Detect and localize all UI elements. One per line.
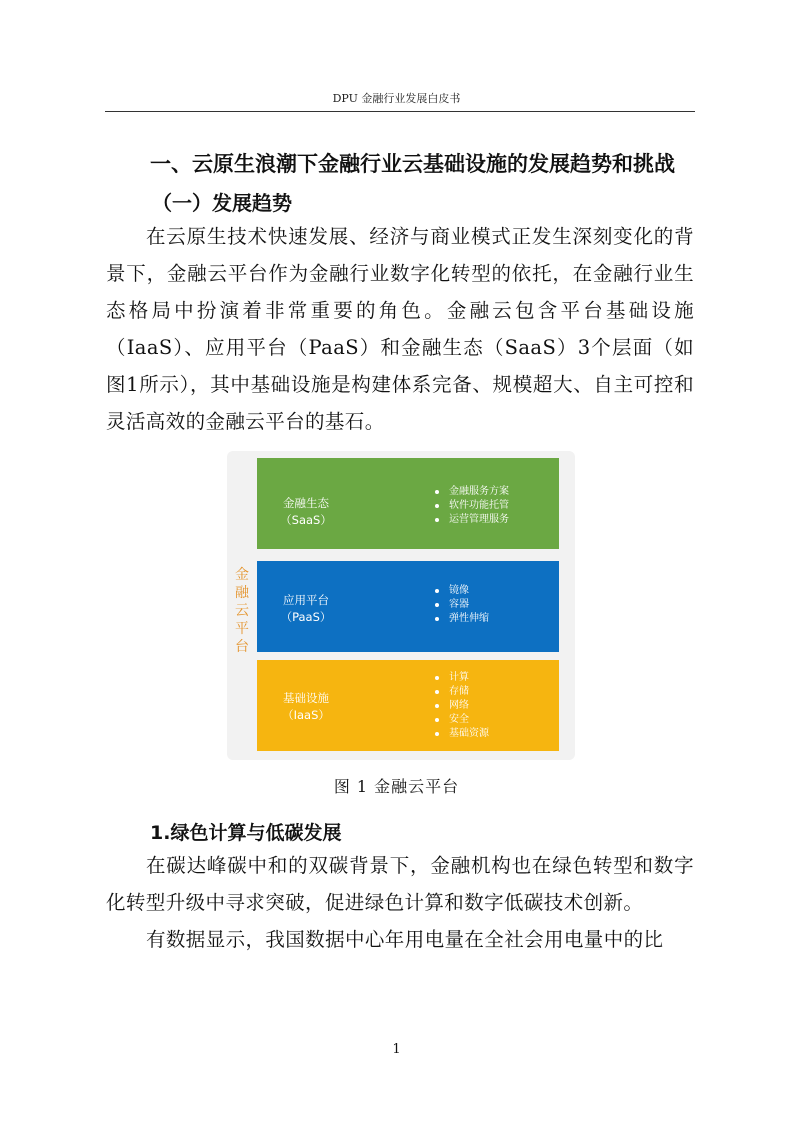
- list-item: 容器: [432, 598, 489, 612]
- list-item: 运营管理服务: [432, 513, 509, 527]
- body-paragraph: 有数据显示，我国数据中心年用电量在全社会用电量中的比: [146, 928, 664, 951]
- figure-caption: 图 1 金融云平台: [333, 777, 460, 796]
- layer-item-list: [432, 485, 509, 527]
- side-label-char: 平: [235, 621, 249, 637]
- layer-item-list: [432, 584, 489, 626]
- layer-paas: [257, 561, 559, 652]
- financial-cloud-diagram: [227, 451, 575, 760]
- layer-name: 基础设施: [283, 691, 329, 705]
- list-item: 计算: [432, 671, 489, 685]
- layer-saas: [257, 458, 559, 549]
- subsection-heading: （一）发展趋势: [152, 191, 292, 215]
- layer-abbr: （SaaS）: [280, 513, 332, 527]
- layer-name: 应用平台: [283, 593, 329, 607]
- layer-item-list: [432, 671, 489, 741]
- layer-title: [261, 592, 351, 626]
- layer-abbr: （IaaS）: [282, 708, 330, 722]
- list-item: 软件功能托管: [432, 499, 509, 513]
- topic-heading: 1.绿色计算与低碳发展: [150, 822, 342, 844]
- body-paragraph: 在碳达峰碳中和的双碳背景下，金融机构也在绿色转型和数字化转型升级中寻求突破，促进绿色计算和数字低碳技术创新。: [106, 854, 694, 914]
- list-item: 存储: [432, 685, 489, 699]
- list-item: 基础资源: [432, 727, 489, 741]
- intro-paragraph: 在云原生技术快速发展、经济与商业模式正发生深刻变化的背景下，金融云平台作为金融行业数字化转型的依托，在金融行业生态格局中扮演着非常重要的角色。金融云包含平台基础设施（IaaS）、应用平台（PaaS）和金融生态（SaaS）3个层面（如图1所示），其中基础设施是构建体系完备、规模超大、自主可控和灵活高效的金融云平台的基石。: [106, 225, 694, 433]
- running-header: DPU 金融行业发展白皮书: [332, 92, 461, 105]
- layer-title: [261, 690, 351, 724]
- list-item: 安全: [432, 713, 489, 727]
- layer-iaas: [257, 660, 559, 751]
- side-label-char: 金: [235, 567, 249, 583]
- list-item: 金融服务方案: [432, 485, 509, 499]
- section-heading: 一、云原生浪潮下金融行业云基础设施的发展趋势和挑战: [150, 152, 675, 176]
- side-label-char: 融: [235, 585, 249, 601]
- side-label-char: 云: [235, 603, 249, 619]
- list-item: 弹性伸缩: [432, 612, 489, 626]
- layer-name: 金融生态: [283, 496, 329, 510]
- page-number: 1: [392, 1042, 401, 1057]
- header-divider: [105, 111, 695, 112]
- list-item: 镜像: [432, 584, 489, 598]
- side-label-financial-cloud-platform: [232, 566, 252, 656]
- layer-title: [261, 495, 351, 529]
- side-label-char: 台: [235, 639, 249, 655]
- list-item: 网络: [432, 699, 489, 713]
- layer-abbr: （PaaS）: [280, 610, 332, 624]
